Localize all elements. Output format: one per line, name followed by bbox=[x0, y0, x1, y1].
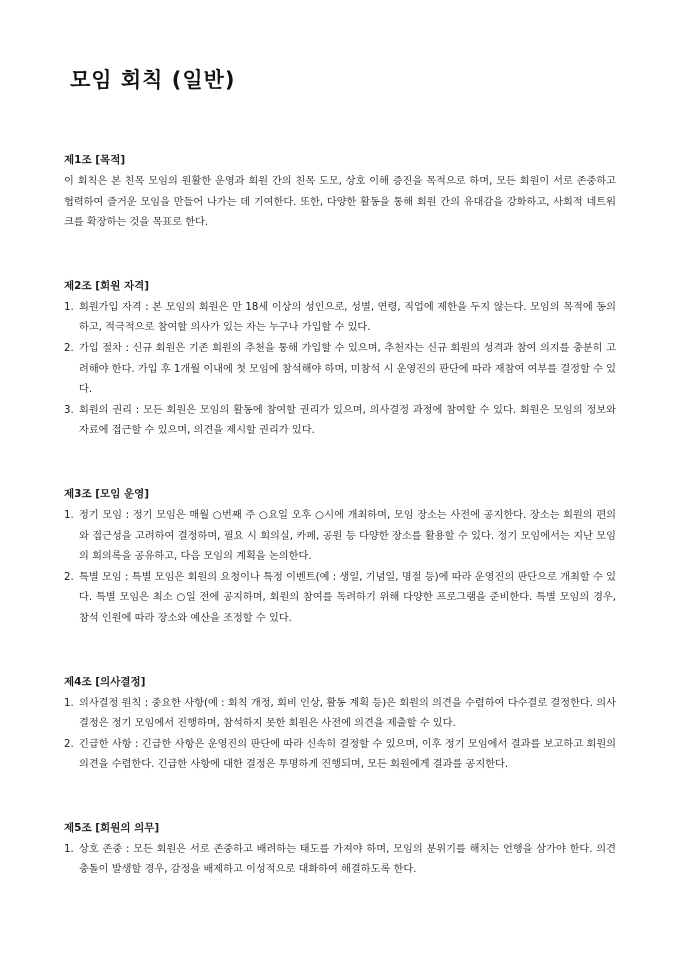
item-text: 긴급한 사항 : 긴급한 사항은 운영진의 판단에 따라 신속히 결정할 수 있으며, 이후 정기 모임에서 결과를 보고하고 회원의 의견을 수렴한다. 긴급한 사항에 대한 결정은 투명하게 진행되며, 모든 회원에게 결과를 공지한다. bbox=[79, 738, 616, 771]
article-item bbox=[64, 840, 616, 881]
article-item-list bbox=[64, 840, 616, 881]
article-2-membership bbox=[64, 278, 616, 442]
article-heading: 제2조 [회원 자격] bbox=[64, 279, 150, 292]
article-item-list bbox=[64, 694, 616, 776]
item-number: 1. bbox=[64, 509, 74, 521]
document-title: 모임 회칙 (일반) bbox=[70, 68, 236, 92]
item-text: 회원가입 자격 : 본 모임의 회원은 만 18세 이상의 성인으로, 성별, 연령, 직업에 제한을 두지 않는다. 모임의 목적에 동의하고, 적극적으로 참여할 의사가 있는 자는 누구나 가입할 수 있다. bbox=[79, 301, 616, 334]
item-text: 의사결정 원칙 : 중요한 사항(예 : 회칙 개정, 회비 인상, 활동 계획 등)은 회원의 의견을 수렴하여 다수결로 결정한다. 의사결정은 정기 모임에서 진행하며, 참석하지 못한 회원은 사전에 의견을 제출할 수 있다. bbox=[79, 697, 616, 730]
article-item bbox=[64, 694, 616, 735]
article-4-decision-making bbox=[64, 674, 616, 776]
item-number: 3. bbox=[64, 404, 74, 416]
article-item-list bbox=[64, 298, 616, 442]
article-body: 이 회칙은 본 친목 모임의 원활한 운영과 회원 간의 친목 도모, 상호 이해 증진을 목적으로 하며, 모든 회원이 서로 존중하고 협력하여 즐거운 모임을 만들어 나가는 데 기여한다. 또한, 다양한 활동을 통해 회원 간의 유대감을 강화하고, 사회적 네트워크를 확장하는 것을 목표로 한다. bbox=[64, 176, 616, 229]
item-number: 2. bbox=[64, 738, 74, 750]
document-content bbox=[64, 152, 616, 881]
item-text: 가입 절차 : 신규 회원은 기존 회원의 추천을 통해 가입할 수 있으며, 추천자는 신규 회원의 성격과 참여 의지를 충분히 고려해야 한다. 가입 후 1개월 이내에 첫 모임에 참석해야 하며, 미참석 시 운영진의 판단에 따라 재참여 여부를 결정할 수 있다. bbox=[79, 342, 617, 396]
article-heading: 제1조 [목적] bbox=[64, 154, 126, 166]
article-heading: 제5조 [회원의 의무] bbox=[64, 821, 160, 834]
article-3-operations bbox=[64, 486, 616, 630]
article-item bbox=[64, 339, 616, 401]
article-item-list bbox=[64, 506, 616, 630]
article-item bbox=[64, 568, 616, 630]
item-number: 2. bbox=[64, 342, 74, 354]
article-item bbox=[64, 506, 616, 568]
item-number: 2. bbox=[64, 571, 74, 583]
article-5-member-duties bbox=[64, 820, 616, 881]
item-number: 1. bbox=[64, 301, 74, 313]
item-number: 1. bbox=[64, 697, 74, 709]
item-text: 특별 모임 : 특별 모임은 회원의 요청이나 특정 이벤트(예 : 생일, 기념일, 명절 등)에 따라 운영진의 판단으로 개최할 수 있다. 특별 모임은 최소 ○일 전에 공지하며, 회원의 참여를 독려하기 위해 다양한 프로그램을 준비한다. 특별 모임의 경우, 참석 인원에 따라 장소와 예산을 조정할 수 있다. bbox=[79, 571, 616, 624]
item-text: 정기 모임 : 정기 모임은 매월 ○번째 주 ○요일 오후 ○시에 개최하며, 모임 장소는 사전에 공지한다. 장소는 회원의 편의와 접근성을 고려하여 결정하며, 필요 시 회의실, 카페, 공원 등 다양한 장소를 활용할 수 있다. 정기 모임에서는 지난 모임의 회의록을 공유하고, 다음 모임의 계획을 논의한다. bbox=[79, 509, 616, 563]
article-1-purpose bbox=[64, 152, 616, 234]
item-text: 상호 존중 : 모든 회원은 서로 존중하고 배려하는 태도를 가져야 하며, 모임의 분위기를 해치는 언행을 삼가야 한다. 의견 충돌이 발생할 경우, 감정을 배제하고 이성적으로 대화하여 해결하도록 한다. bbox=[79, 843, 616, 876]
article-item bbox=[64, 735, 616, 776]
item-number: 1. bbox=[64, 843, 74, 855]
article-heading: 제4조 [의사결정] bbox=[64, 675, 146, 688]
article-heading: 제3조 [모임 운영] bbox=[64, 487, 150, 500]
article-item bbox=[64, 401, 616, 442]
item-text: 회원의 권리 : 모든 회원은 모임의 활동에 참여할 권리가 있으며, 의사결정 과정에 참여할 수 있다. 회원은 모임의 정보와 자료에 접근할 수 있으며, 의견을 제시할 권리가 있다. bbox=[79, 404, 616, 437]
article-item bbox=[64, 298, 616, 339]
